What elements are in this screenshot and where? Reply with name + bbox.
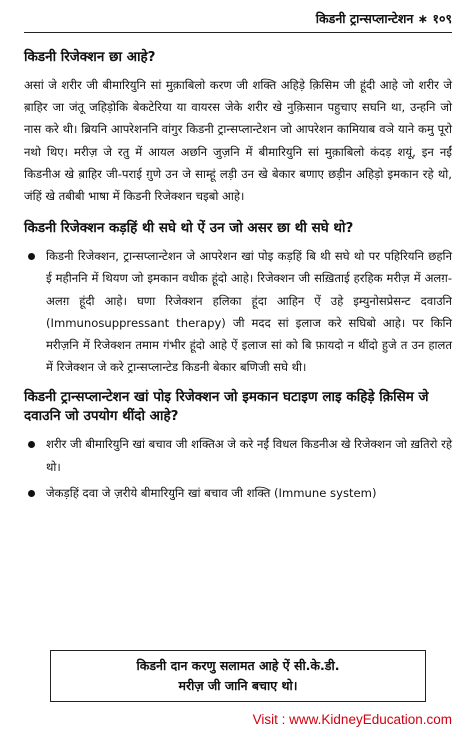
callout-line-1: किडनी दान करणु सलामत आहे ऐं सी.के.डी. <box>136 658 340 673</box>
bullet-icon <box>28 441 35 448</box>
callout-box <box>50 650 426 702</box>
section-paragraph-what-is-rejection: असां जे शरीर जी बीमारियुनि सां मुक़ाबिलो करण जी शक्ति अहिड़े क़िसिम जी हूंदी आहे जो शरीर जे ब़ाहिर जा जंतू जहिड़ोकि बेकटेरिया या वायरस जेके शरीर खे नुक़िसान पहुचाए सघनि था, उन्हनि जो नास करे थी। ब्रियनि आपरेशननि वांगुर किडनी ट्रान्सप्लान्टेशन जो आपरेशन कामियाब वञे याने कमु पूरो नथो थिए। मरीज़ जे रतु में आयल अछनि जुज़नि में बीमारियुनि सां मुक़ाबिलो कंदड़ शयूं, इन नईं किडनीअ खे ब़ाहिर जी-पराई ग़ुणे उन जे साम्हूं लड़ी उन खे बेकार बणाए छड़ीन अहिड़ो इमकान रहे थो, जंहिं खे तबीबी भाषा में किडनी रिजेक्शन चइबो आहे। <box>24 78 452 204</box>
callout-line-2: मरीज़ जी जानि बचाए थो। <box>178 678 298 693</box>
running-header: किडनी ट्रान्सप्लान्टेशन ∗ १०९ <box>315 11 452 26</box>
bullet-icon <box>28 253 35 260</box>
header-divider <box>24 32 452 33</box>
section-heading-when-rejection: किडनी रिजेक्शन कड़हिं थी सघे थो ऐं उन जो असर छा थी सघे थो? <box>24 220 354 237</box>
bullet-icon <box>28 490 35 497</box>
bullet-list-medicines <box>24 433 452 504</box>
bullet-list-when-rejection <box>24 245 452 378</box>
main-content <box>24 48 452 514</box>
section-heading-medicines: किडनी ट्रान्सप्लान्टेशन खां पोइ रिजेक्शन जो इमकान घटाइण लाइ कहिड़े क़िसिम जे दवाउनि जो उपयोग थींदो आहे? <box>24 389 429 425</box>
list-item <box>24 433 452 477</box>
list-item-text: किडनी रिजेक्शन, ट्रान्सप्लान्टेशन जे आपरेशन खां पोइ कड़हिं बि थी सघे थो पर पहिरियनि छहनि ई महीननि में थियण जो इमकान वधीक हूंदो आहे। रिजेक्शन जी सख़िताई हरहिक मरीज़ में अलग़-अलग़ हूंदी आहे। घणा रिजेक्शन हलिका हूंदा आहिन ऐं उहे इम्युनोसप्रेसन्ट दवाउनि (Immunosuppressant therapy) जी मदद सां इलाज करे सघिबो आहे। पर किनि मरीज़नि में रिजेक्शन तमाम गंभीर हूंदो आहे ऐं इलाज सां को बि फ़ायदो न थींदो हुजे त उन हालत में रिजेक्शन जे करे ट्रान्सप्लान्टेड किडनी बेकार बणिजी सघे थी। <box>46 249 452 375</box>
list-item-text: शरीर जी बीमारियुनि खां बचाव जी शक्तिअ जे करे नईं विधल किडनीअ खे रिजेक्शन जो ख़तिरो रहे थो। <box>46 437 452 474</box>
list-item <box>24 482 452 504</box>
list-item <box>24 245 452 378</box>
footer-website-link[interactable]: Visit : www.KidneyEducation.com <box>252 712 452 727</box>
list-item-text: जेकड़हिं दवा जे ज़रीये बीमारियुनि खां बचाव जी शक्ति (Immune system) <box>46 485 377 500</box>
section-heading-what-is-rejection: किडनी रिजेक्शन छा आहे? <box>24 49 156 65</box>
